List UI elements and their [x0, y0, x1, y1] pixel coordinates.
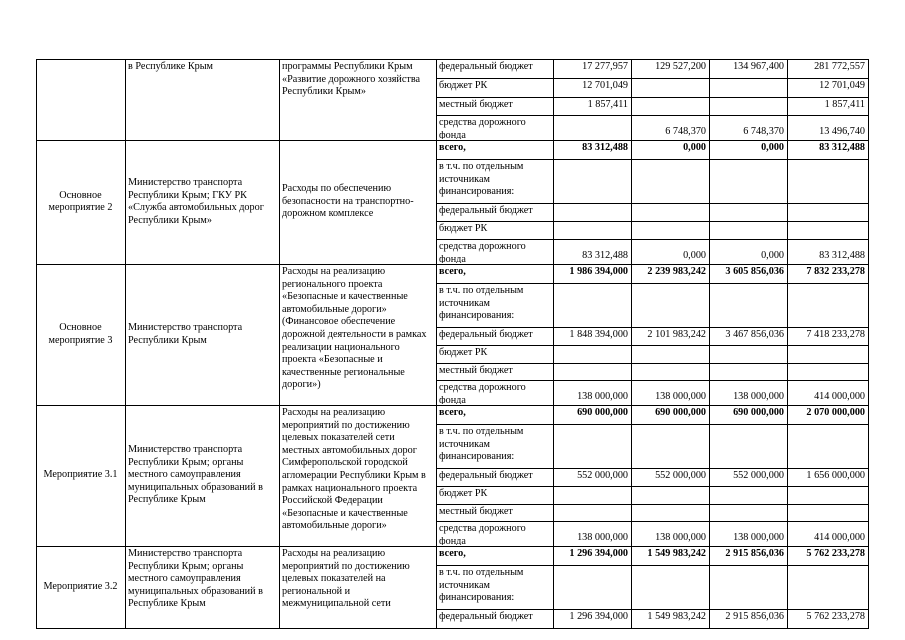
year-value: 138 000,000 — [655, 391, 706, 402]
year-value: 138 000,000 — [733, 532, 784, 543]
year-value: 1 857,411 — [587, 99, 628, 110]
column-divider — [279, 59, 280, 629]
year-value: 83 312,488 — [582, 142, 628, 153]
total-value: 1 656 000,000 — [806, 470, 865, 481]
funding-source: бюджет РК — [439, 80, 488, 91]
year-value: 2 915 856,036 — [725, 611, 784, 622]
funding-source: всего, — [439, 548, 466, 559]
year-value: 83 312,488 — [582, 250, 628, 261]
funding-source: бюджет РК — [439, 347, 488, 358]
funding-source: федеральный бюджет — [439, 61, 533, 72]
year-value: 1 549 983,242 — [647, 611, 706, 622]
funding-source: в т.ч. по отдельным источникам финансирования: — [439, 161, 524, 198]
description-cell: Расходы на реализацию мероприятий по достижению целевых показателей на региональной и межмуниципальной сети — [282, 548, 410, 610]
funding-source: бюджет РК — [439, 223, 488, 234]
description-cell: Расходы на реализацию регионального проекта «Безопасные и качественные автомобильные дороги» (Финансовое обеспечение дорожной деятельности в рамках реализации национального проекта «Безопасные и качественные региональные дороги») — [282, 266, 427, 391]
activity-name: Мероприятие 3.2 — [43, 580, 118, 592]
total-value: 83 312,488 — [819, 250, 865, 261]
funding-source: федеральный бюджет — [439, 329, 533, 340]
year-value: 12 701,049 — [582, 80, 628, 91]
year-value: 0,000 — [761, 142, 784, 153]
year-value: 1 296 394,000 — [569, 611, 628, 622]
funding-source: средства дорожного фонда — [439, 241, 526, 263]
year-value: 134 967,400 — [733, 61, 784, 72]
row-divider — [436, 486, 869, 487]
total-value: 5 762 233,278 — [806, 548, 865, 559]
row-divider — [436, 159, 869, 160]
funding-source: местный бюджет — [439, 99, 513, 110]
year-value: 138 000,000 — [655, 532, 706, 543]
year-value: 690 000,000 — [655, 407, 706, 418]
total-value: 414 000,000 — [814, 532, 865, 543]
funding-source: бюджет РК — [439, 488, 488, 499]
row-divider — [436, 521, 869, 522]
column-divider — [709, 59, 710, 629]
description-cell: Расходы на реализацию мероприятий по достижению целевых показателей сети местных автомобильных дорог Симферопольской городской агломерации Республики Крым в рамках национального проекта Российской Федерации «Безопасные и качественные автомобильные дороги» — [282, 407, 426, 532]
row-divider — [436, 97, 869, 98]
row-divider — [436, 283, 869, 284]
funding-source: в т.ч. по отдельным источникам финансирования: — [439, 567, 524, 604]
row-divider — [436, 363, 869, 364]
year-value: 138 000,000 — [733, 391, 784, 402]
funding-source: средства дорожного фонда — [439, 523, 526, 545]
row-divider — [436, 78, 869, 79]
row-divider — [436, 203, 869, 204]
executor-cell: в Республике Крым — [128, 61, 214, 72]
row-divider — [436, 239, 869, 240]
funding-source: федеральный бюджет — [439, 611, 533, 622]
year-value: 690 000,000 — [577, 407, 628, 418]
year-value: 0,000 — [761, 250, 784, 261]
table-right-border — [868, 59, 869, 629]
year-value: 17 277,957 — [582, 61, 628, 72]
description-cell: программы Республики Крым «Развитие дорожного хозяйства Республики Крым» — [282, 61, 421, 98]
year-value: 129 527,200 — [655, 61, 706, 72]
funding-source: всего, — [439, 142, 466, 153]
total-value: 1 857,411 — [824, 99, 865, 110]
column-divider — [125, 59, 126, 629]
year-value: 3 467 856,036 — [725, 329, 784, 340]
year-value: 690 000,000 — [733, 407, 784, 418]
year-value: 0,000 — [683, 142, 706, 153]
year-value: 552 000,000 — [577, 470, 628, 481]
row-divider — [436, 221, 869, 222]
block-divider — [36, 628, 869, 629]
executor-cell: Министерство транспорта Республики Крым; органы местного самоуправления муниципальных образований в Республике Крым — [128, 548, 263, 610]
funding-source: средства дорожного фонда — [439, 382, 526, 404]
row-divider — [436, 345, 869, 346]
total-value: 13 496,740 — [819, 126, 865, 137]
year-value: 6 748,370 — [665, 126, 706, 137]
funding-source: всего, — [439, 407, 466, 418]
year-value: 1 848 394,000 — [569, 329, 628, 340]
table-left-border — [36, 59, 37, 629]
row-divider — [436, 565, 869, 566]
funding-source: всего, — [439, 266, 466, 277]
row-divider — [436, 424, 869, 425]
year-value: 1 296 394,000 — [569, 548, 628, 559]
total-value: 12 701,049 — [819, 80, 865, 91]
activity-name: Основное мероприятие 2 — [48, 189, 113, 214]
funding-source: местный бюджет — [439, 365, 513, 376]
total-value: 7 418 233,278 — [806, 329, 865, 340]
block-divider — [36, 264, 869, 265]
funding-source: федеральный бюджет — [439, 470, 533, 481]
row-divider — [436, 504, 869, 505]
row-divider — [436, 468, 869, 469]
total-value: 414 000,000 — [814, 391, 865, 402]
row-divider — [436, 115, 869, 116]
activity-name: Основное мероприятие 3 — [48, 322, 113, 346]
column-divider — [631, 59, 632, 629]
funding-source: средства дорожного фонда — [439, 117, 526, 139]
block-divider — [36, 140, 869, 141]
executor-cell: Министерство транспорта Республики Крым; органы местного самоуправления муниципальных образований в Республике Крым — [128, 444, 263, 506]
block-divider — [36, 546, 869, 547]
funding-source: федеральный бюджет — [439, 205, 533, 216]
funding-source: в т.ч. по отдельным источникам финансирования: — [439, 285, 524, 322]
column-divider — [436, 59, 437, 629]
year-value: 138 000,000 — [577, 532, 628, 543]
total-value: 83 312,488 — [819, 142, 865, 153]
executor-cell: Министерство транспорта Республики Крым; ГКУ РК «Служба автомобильных дорог Республики Крым» — [128, 177, 264, 226]
year-value: 552 000,000 — [733, 470, 784, 481]
description-cell: Расходы по обеспечению безопасности на транспортно-дорожном комплексе — [282, 183, 414, 220]
year-value: 2 915 856,036 — [725, 548, 784, 559]
year-value: 3 605 856,036 — [725, 266, 784, 277]
column-divider — [787, 59, 788, 629]
year-value: 2 239 983,242 — [647, 266, 706, 277]
year-value: 552 000,000 — [655, 470, 706, 481]
total-value: 5 762 233,278 — [806, 611, 865, 622]
funding-source: местный бюджет — [439, 506, 513, 517]
year-value: 1 549 983,242 — [647, 548, 706, 559]
total-value: 7 832 233,278 — [806, 266, 865, 277]
funding-source: в т.ч. по отдельным источникам финансирования: — [439, 426, 524, 463]
total-value: 281 772,557 — [814, 61, 865, 72]
year-value: 1 986 394,000 — [569, 266, 628, 277]
row-divider — [436, 380, 869, 381]
year-value: 138 000,000 — [577, 391, 628, 402]
block-divider — [36, 405, 869, 406]
row-divider — [436, 609, 869, 610]
executor-cell: Министерство транспорта Республики Крым — [128, 322, 243, 346]
year-value: 2 101 983,242 — [647, 329, 706, 340]
total-value: 2 070 000,000 — [806, 407, 865, 418]
year-value: 0,000 — [683, 250, 706, 261]
table-top-border — [36, 59, 869, 60]
column-divider — [553, 59, 554, 629]
row-divider — [436, 327, 869, 328]
year-value: 6 748,370 — [743, 126, 784, 137]
activity-name: Мероприятие 3.1 — [43, 469, 118, 480]
